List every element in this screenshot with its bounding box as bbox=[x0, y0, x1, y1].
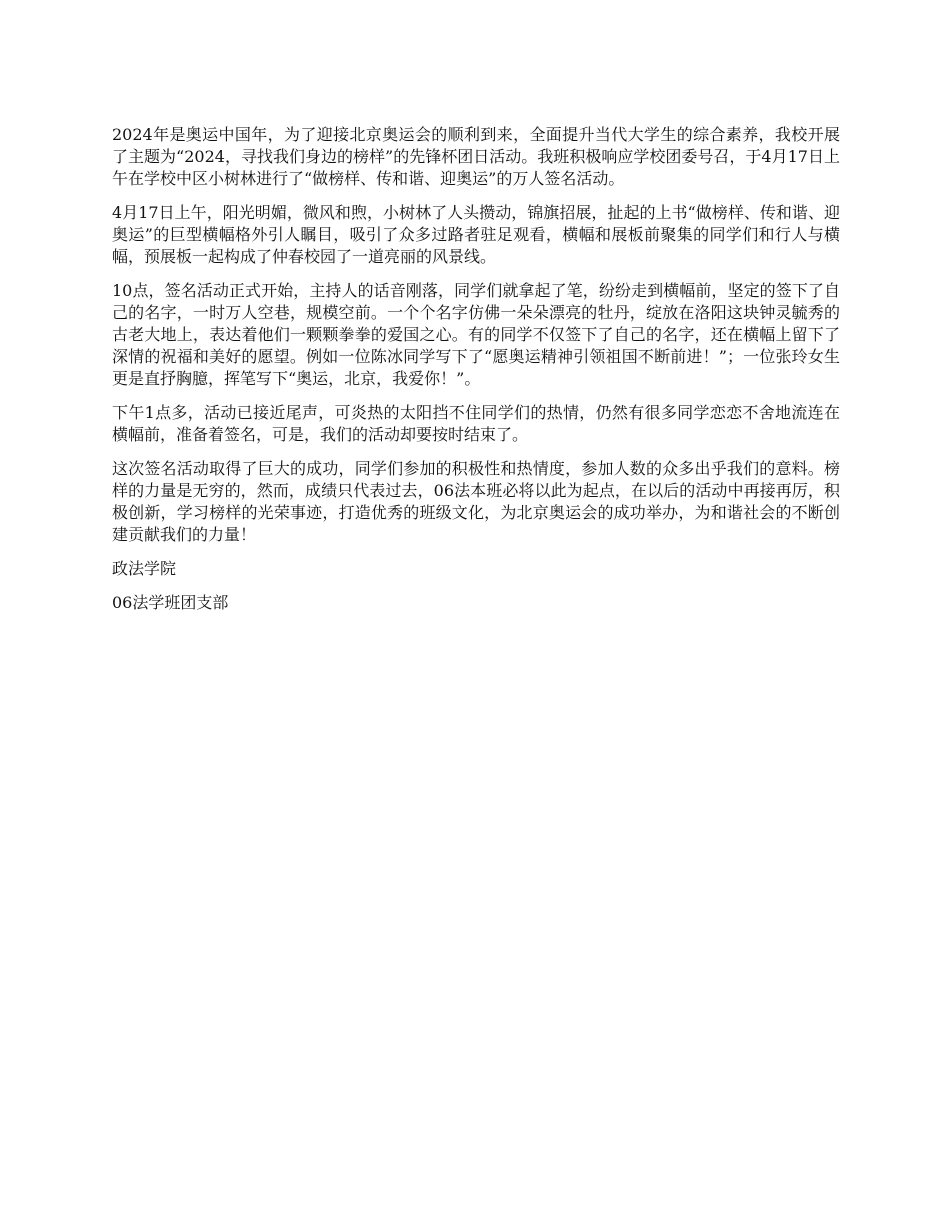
paragraph-intro: 2024年是奥运中国年，为了迎接北京奥运会的顺利到来，全面提升当代大学生的综合素养，我校开展了主题为“2024，寻找我们身边的榜样”的先锋杯团日活动。我班积极响应学校团委号召，于4月17日上午在学校中区小树林进行了“做榜样、传和谐、迎奥运”的万人签名活动。 bbox=[112, 125, 840, 188]
paragraph-morning-scene: 4月17日上午，阳光明媚，微风和煦，小树林了人头攒动，锦旗招展，扯起的上书“做榜样、传和谐、迎奥运”的巨型横幅格外引人瞩目，吸引了众多过路者驻足观看，横幅和展板前聚集的同学们和行人与横幅，预展板一起构成了仲春校园了一道亮丽的风景线。 bbox=[112, 203, 840, 266]
paragraph-afternoon-end: 下午1点多，活动已接近尾声，可炎热的太阳挡不住同学们的热情，仍然有很多同学恋恋不舍地流连在横幅前，准备着签名，可是，我们的活动却要按时结束了。 bbox=[112, 403, 840, 444]
signature-college: 政法学院 bbox=[112, 559, 177, 578]
paragraph-conclusion: 这次签名活动取得了巨大的成功，同学们参加的积极性和热情度，参加人数的众多出乎我们的意料。榜样的力量是无穷的，然而，成绩只代表过去，06法本班必将以此为起点，在以后的活动中再接再厉，积极创新，学习榜样的光荣事迹，打造优秀的班级文化，为北京奥运会的成功举办，为和谐社会的不断创建贡献我们的力量！ bbox=[112, 459, 840, 544]
signature-branch: 06法学班团支部 bbox=[112, 593, 229, 612]
paragraph-signing-start: 10点，签名活动正式开始，主持人的话音刚落，同学们就拿起了笔，纷纷走到横幅前，坚定的签下了自己的名字，一时万人空巷，规模空前。一个个名字仿佛一朵朵漂亮的牡丹，绽放在洛阳这块钟灵毓秀的古老大地上，表达着他们一颗颗拳拳的爱国之心。有的同学不仅签下了自己的名字，还在横幅上留下了深情的祝福和美好的愿望。例如一位陈冰同学写下了“愿奥运精神引领祖国不断前进！”；一位张玲女生更是直抒胸臆，挥笔写下“奥运，北京，我爱你！”。 bbox=[112, 281, 840, 388]
document-page bbox=[112, 124, 840, 626]
